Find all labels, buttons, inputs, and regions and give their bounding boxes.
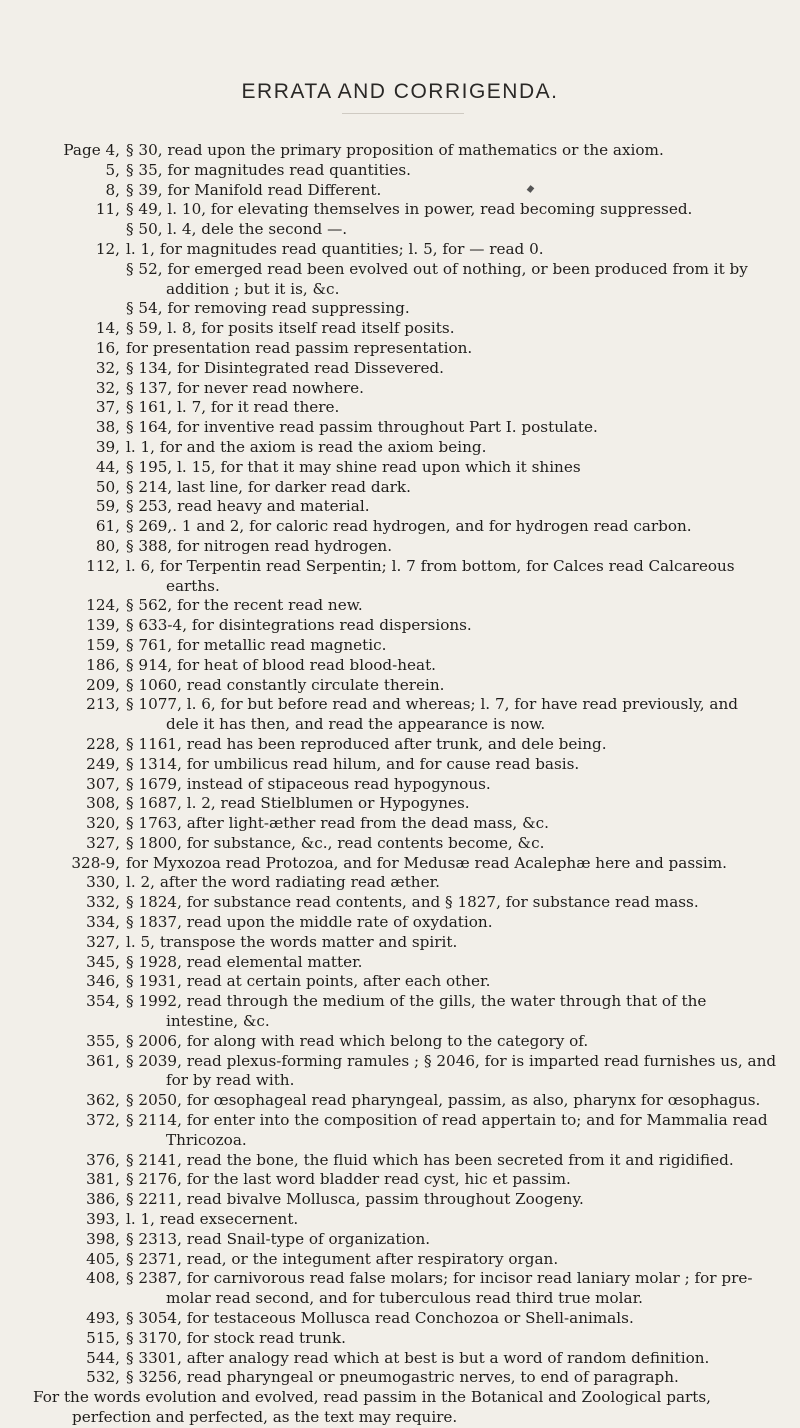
entry-page: 532, [86,1368,120,1387]
entry-text: § 1928, read elemental matter. [126,952,363,971]
errata-entry [0,636,800,656]
entry-page: 32, [95,378,120,397]
entry-text: § 914, for heat of blood read blood-heat. [126,655,437,674]
errata-entry [0,953,800,973]
errata-entry [0,1368,800,1388]
entry-text: l. 5, transpose the words matter and spirit. [126,932,458,951]
entry-text: § 269,. 1 and 2, for caloric read hydrogen, and for hydrogen read carbon. [126,517,692,536]
entry-text: § 1800, for substance, &c., read contents become, &c. [126,833,545,852]
errata-entry [0,913,800,933]
errata-entry [0,755,800,775]
entry-page: 362, [86,1091,120,1110]
entry-text: § 137, for never read nowhere. [126,378,364,397]
errata-entry [0,537,800,557]
entry-text: § 49, l. 10, for elevating themselves in power, read becoming suppressed. [126,200,693,219]
errata-entry [0,715,800,735]
entry-text: l. 2, after the word radiating read æther. [126,873,440,892]
entry-text: § 3054, for testaceous Mollusca read Conchozoa or Shell-animals. [126,1309,634,1328]
entry-page: 405, [86,1249,120,1268]
entry-page: 44, [95,457,120,476]
errata-list [0,141,800,1428]
entry-text: § 30, read upon the primary proposition of mathematics or the axiom. [126,141,664,159]
errata-entry [0,1269,800,1289]
entry-page: 38, [95,418,120,437]
entry-text: § 2006, for along with read which belong to the category of. [126,1031,589,1050]
errata-entry [0,577,800,597]
entry-text: § 59, l. 8, for posits itself read itself posits. [126,319,455,338]
entry-page: 139, [86,616,120,635]
errata-entry [0,1289,800,1309]
entry-text: § 3256, read pharyngeal or pneumogastric nerves, to end of paragraph. [126,1368,679,1387]
entry-page: 50, [95,477,120,496]
errata-entry [0,735,800,755]
errata-entry [0,200,800,220]
errata-entry [0,319,800,339]
entry-page: 515, [86,1328,120,1347]
errata-entry [0,596,800,616]
errata-entry [0,1388,800,1408]
entry-page: 159, [86,635,120,654]
entry-page: 5, [105,160,120,179]
entry-text: § 633-4, for disintegrations read dispersions. [126,616,472,635]
errata-entry [0,517,800,537]
entry-page: 11, [95,200,120,219]
entry-text: § 52, for emerged read been evolved out of nothing, or been produced from it by [126,259,748,278]
entry-text: perfection and perfected, as the text may require. [72,1408,458,1426]
entry-page: 12, [95,239,120,258]
entry-text: § 2387, for carnivorous read false molars; for incisor read laniary molar ; for pre- [126,1269,753,1288]
errata-entry [0,1349,800,1369]
entry-text: § 1060, read constantly circulate therein. [126,675,445,694]
entry-text: earths. [166,576,220,595]
errata-entry [0,616,800,636]
errata-entry [0,656,800,676]
errata-entry [0,280,800,300]
entry-page: 307, [86,774,120,793]
entry-text: § 2211, read bivalve Mollusca, passim throughout Zoogeny. [126,1190,584,1209]
errata-entry [0,497,800,517]
errata-entry [0,418,800,438]
errata-entry [0,1052,800,1072]
entry-page: 381, [86,1170,120,1189]
entry-text: § 3301, after analogy read which at best is but a word of random definition. [126,1348,710,1367]
entry-page: 14, [95,319,120,338]
entry-text: § 253, read heavy and material. [126,497,370,516]
errata-entry [0,1329,800,1349]
entry-text: § 1679, instead of stipaceous read hypogynous. [126,774,491,793]
errata-entry [0,359,800,379]
entry-text: § 388, for nitrogen read hydrogen. [126,536,393,555]
errata-entry [0,775,800,795]
entry-page: 398, [86,1229,120,1248]
errata-entry [0,1210,800,1230]
entry-text: § 1077, l. 6, for but before read and whereas; l. 7, for have read previously, and [126,695,738,714]
entry-page: 544, [86,1348,120,1367]
entry-text: § 1837, read upon the middle rate of oxydation. [126,913,493,932]
entry-text: § 1314, for umbilicus read hilum, and for cause read basis. [126,754,580,773]
entry-text: § 2114, for enter into the composition of read appertain to; and for Mammalia read [126,1111,768,1130]
entry-page: 308, [86,794,120,813]
entry-text: § 39, for Manifold read Different. [126,180,382,199]
errata-entry [0,1170,800,1190]
entry-text: l. 6, for Terpentin read Serpentin; l. 7 from bottom, for Calces read Calcareous [126,556,735,575]
entry-page: Page 4, [63,141,120,159]
errata-entry [0,1111,800,1131]
entry-text: § 1687, l. 2, read Stielblumen or Hypogynes. [126,794,470,813]
entry-text: § 1763, after light-æther read from the dead mass, &c. [126,814,549,833]
entry-page: 32, [95,358,120,377]
errata-entry [0,161,800,181]
entry-page: 80, [95,536,120,555]
entry-page: 320, [86,814,120,833]
entry-text: l. 1, read exsecernent. [126,1210,299,1229]
entry-page: 330, [86,873,120,892]
errata-entry [0,676,800,696]
errata-entry [0,398,800,418]
entry-text: l. 1, for and the axiom is read the axiom being. [126,437,487,456]
errata-entry [0,1408,800,1428]
errata-entry [0,1071,800,1091]
errata-entry [0,141,800,161]
entry-text: § 214, last line, for darker read dark. [126,477,411,496]
entry-text: § 2039, read plexus-forming ramules ; § 2046, for is imparted read furnishes us, and [126,1051,777,1070]
entry-text: For the words evolution and evolved, read passim in the Botanical and Zoological parts, [33,1388,711,1407]
entry-text: § 3170, for stock read trunk. [126,1328,346,1347]
errata-entry [0,299,800,319]
errata-entry [0,893,800,913]
entry-text: § 761, for metallic read magnetic. [126,635,387,654]
entry-page: 213, [86,695,120,714]
entry-page: 334, [86,913,120,932]
entry-text: § 2176, for the last word bladder read cyst, hic et passim. [126,1170,571,1189]
entry-page: 376, [86,1150,120,1169]
entry-page: 345, [86,952,120,971]
errata-entry [0,972,800,992]
errata-entry [0,1250,800,1270]
entry-page: 186, [86,655,120,674]
entry-text: § 1992, read through the medium of the gills, the water through that of the [126,992,707,1011]
entry-text: § 164, for inventive read passim throughout Part I. postulate. [126,418,598,437]
entry-text: for by read with. [166,1071,295,1090]
entry-text: Thricozoa. [166,1130,247,1149]
entry-page: 228, [86,734,120,753]
entry-text: § 562, for the recent read new. [126,596,363,615]
errata-entry [0,438,800,458]
entry-text: for presentation read passim representation. [126,338,473,357]
entry-text: addition ; but it is, &c. [166,279,340,298]
errata-entry [0,339,800,359]
errata-entry [0,1091,800,1111]
entry-page: 332, [86,893,120,912]
entry-text: § 2371, read, or the integument after respiratory organ. [126,1249,559,1268]
entry-page: 249, [86,754,120,773]
entry-text: § 2313, read Snail-type of organization. [126,1229,431,1248]
errata-entry [0,1131,800,1151]
title-rule [342,113,464,114]
entry-text: § 50, l. 4, dele the second —. [126,220,348,239]
errata-entry [0,933,800,953]
errata-entry [0,260,800,280]
entry-page: 386, [86,1190,120,1209]
errata-entry [0,220,800,240]
errata-entry [0,1012,800,1032]
entry-page: 59, [95,497,120,516]
page-title: ERRATA AND CORRIGENDA. [241,80,559,103]
entry-page: 327, [86,833,120,852]
errata-entry [0,379,800,399]
errata-entry [0,240,800,260]
errata-entry [0,695,800,715]
entry-text: § 1161, read has been reproduced after trunk, and dele being. [126,734,607,753]
entry-text: § 2050, for œsophageal read pharyngeal, passim, as also, pharynx for œsophagus. [126,1091,761,1110]
entry-text: intestine, &c. [166,1012,270,1031]
entry-page: 37, [95,398,120,417]
entry-text: § 54, for removing read suppressing. [126,299,410,318]
entry-page: 124, [86,596,120,615]
entry-text: § 161, l. 7, for it read there. [126,398,340,417]
errata-entry [0,557,800,577]
errata-entry [0,834,800,854]
entry-page: 8, [105,180,120,199]
entry-text: l. 1, for magnitudes read quantities; l. 5, for — read 0. [126,239,544,258]
entry-text: § 134, for Disintegrated read Dissevered. [126,358,444,377]
errata-entry [0,1190,800,1210]
errata-entry [0,794,800,814]
entry-page: 408, [86,1269,120,1288]
entry-text: § 195, l. 15, for that it may shine read upon which it shines [126,457,581,476]
entry-text: dele it has then, and read the appearance is now. [166,715,546,734]
entry-page: 355, [86,1031,120,1050]
entry-page: 493, [86,1309,120,1328]
errata-entry [0,814,800,834]
entry-page: 346, [86,972,120,991]
errata-entry [0,1151,800,1171]
entry-page: 16, [95,338,120,357]
entry-page: 327, [86,932,120,951]
entry-page: 361, [86,1051,120,1070]
entry-text: § 35, for magnitudes read quantities. [126,160,412,179]
errata-entry [0,1230,800,1250]
entry-page: 209, [86,675,120,694]
errata-entry [0,1032,800,1052]
entry-page: 393, [86,1210,120,1229]
entry-page: 328-9, [71,853,120,872]
errata-entry [0,478,800,498]
entry-text: § 2141, read the bone, the fluid which has been secreted from it and rigidified. [126,1150,734,1169]
entry-page: 112, [86,556,120,575]
entry-text: § 1931, read at certain points, after each other. [126,972,491,991]
entry-text: § 1824, for substance read contents, and § 1827, for substance read mass. [126,893,699,912]
entry-text: molar read second, and for tuberculous read third true molar. [166,1289,644,1308]
errata-entry [0,458,800,478]
entry-page: 61, [95,517,120,536]
entry-page: 354, [86,992,120,1011]
errata-entry [0,873,800,893]
errata-entry [0,1309,800,1329]
errata-entry [0,992,800,1012]
entry-page: 372, [86,1111,120,1130]
errata-entry [0,181,800,201]
errata-entry [0,854,800,874]
entry-page: 39, [95,437,120,456]
entry-text: for Myxozoa read Protozoa, and for Medusæ read Acalephæ here and passim. [126,853,727,872]
